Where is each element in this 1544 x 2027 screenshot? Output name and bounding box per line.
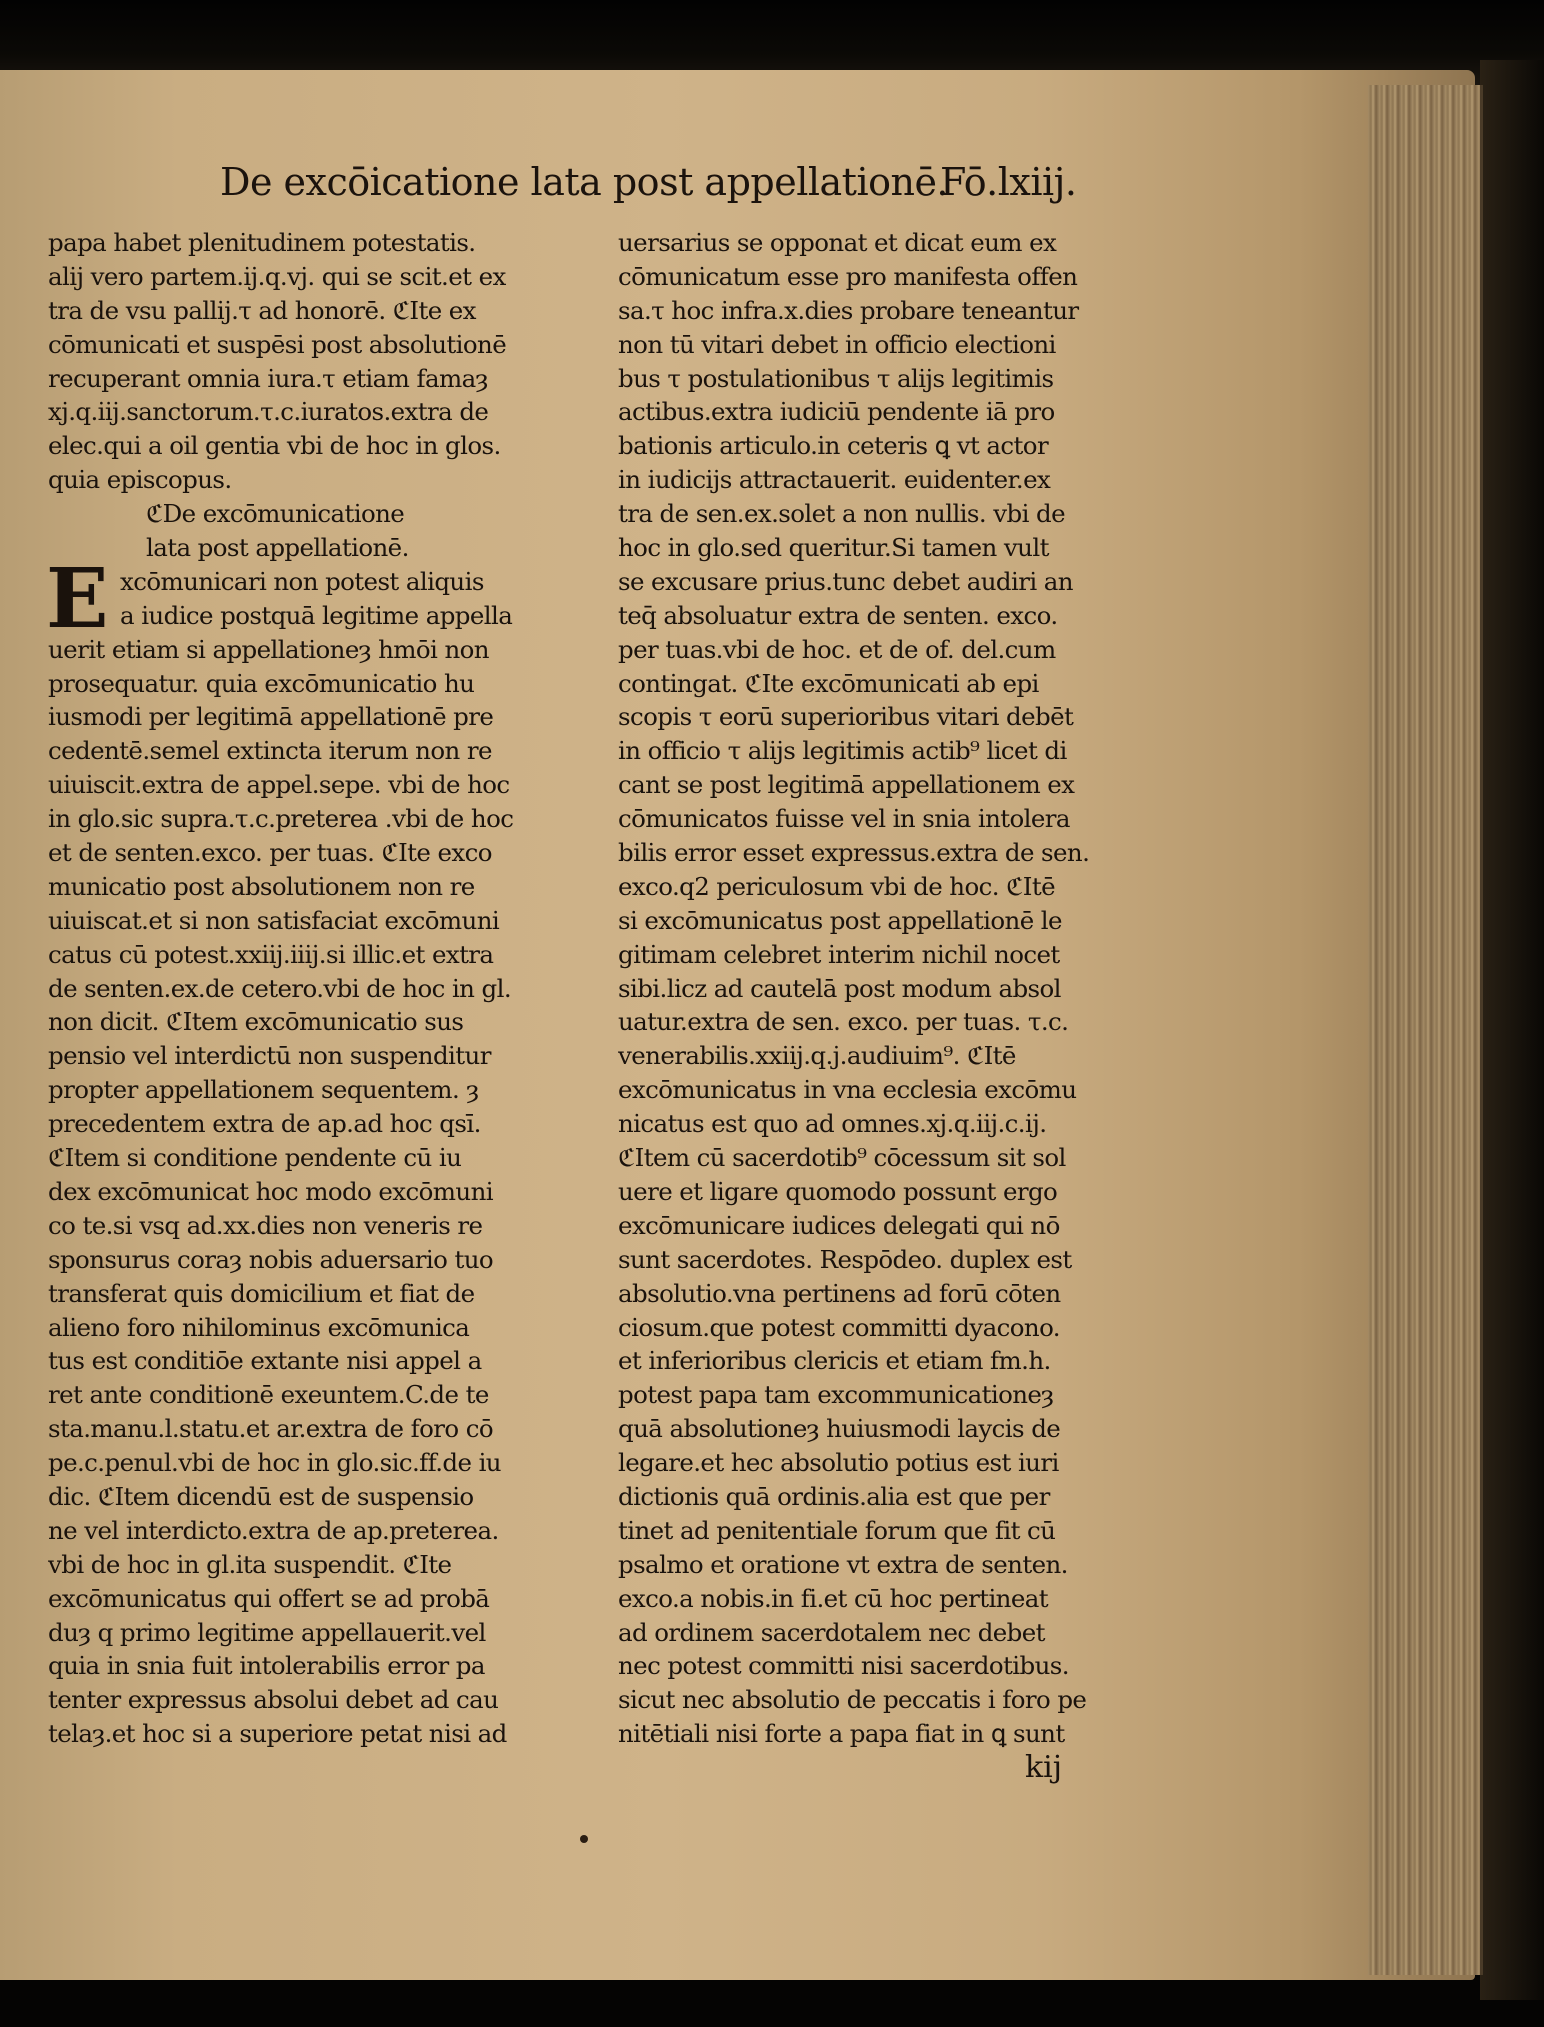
- text-line: excōmunicare iudices delegati qui nō: [618, 1210, 1060, 1240]
- section-rubric: ℭDe excōmunicatione: [146, 499, 405, 529]
- text-line: excōmunicatus in vna ecclesia excōmu: [618, 1075, 1077, 1105]
- text-line: uiuiscat.et si non satisfaciat excōmuni: [48, 905, 500, 935]
- text-line: pensio vel interdictū non suspenditur: [48, 1041, 491, 1071]
- text-line: cōmunicati et suspēsi post absolutionē: [48, 329, 507, 359]
- text-line: ℭItem si conditione pendente cū iu: [48, 1143, 462, 1173]
- text-line: co te.si vsq ad.xx.dies non veneris re: [48, 1210, 483, 1240]
- text-line: tra de vsu pallij.τ ad honorē. ℭIte ex: [48, 295, 476, 325]
- text-line: in officio τ alijs legitimis actib⁹ licet di: [618, 736, 1067, 766]
- text-line: nicatus est quo ad omnes.xj.q.iij.c.ij.: [618, 1109, 1047, 1139]
- text-line: bilis error esset expressus.extra de sen.: [618, 838, 1090, 868]
- right-column: [618, 226, 1166, 1751]
- text-line: catus cū potest.xxiij.iiij.si illic.et extra: [48, 939, 494, 969]
- text-line: transferat quis domicilium et fiat de: [48, 1278, 475, 1308]
- text-line: scopis τ eorū superioribus vitari debēt: [618, 702, 1074, 732]
- text-line: contingat. ℭIte excōmunicati ab epi: [618, 668, 1039, 698]
- text-line: precedentem extra de ap.ad hoc qsī.: [48, 1109, 481, 1139]
- left-column: [48, 226, 596, 1751]
- text-line: bationis articulo.in ceteris ꝗ vt actor: [618, 431, 1049, 461]
- text-line: de senten.ex.de cetero.vbi de hoc in gl.: [48, 973, 512, 1003]
- text-line: dic. ℭItem dicendū est de suspensio: [48, 1481, 474, 1511]
- text-line: quia episcopus.: [48, 465, 232, 495]
- text-line: cōmunicatum esse pro manifesta offen: [618, 261, 1078, 291]
- text-line: nec potest committi nisi sacerdotibus.: [618, 1651, 1069, 1681]
- text-line: xj.q.iij.sanctorum.τ.c.iuratos.extra de: [48, 397, 489, 427]
- text-line: uerit etiam si appellationeȝ hmōi non: [48, 634, 489, 664]
- text-line: teq̄ absoluatur extra de senten. exco.: [618, 600, 1058, 630]
- text-line: vbi de hoc in gl.ita suspendit. ℭIte: [48, 1549, 452, 1579]
- text-line: recuperant omnia iura.τ etiam famaȝ: [48, 363, 488, 393]
- text-line: uersarius se opponat et dicat eum ex: [618, 228, 1057, 257]
- text-line: absolutio.vna pertinens ad forū cōten: [618, 1278, 1061, 1308]
- text-line: tinet ad penitentiale forum que fit cū: [618, 1515, 1056, 1545]
- signature-mark: kij: [1025, 1750, 1063, 1785]
- text-line: et de senten.exco. per tuas. ℭIte exco: [48, 838, 492, 868]
- text-line: quā absolutioneȝ huiusmodi laycis de: [618, 1414, 1061, 1444]
- text-line: telaȝ.et hoc si a superiore petat nisi ad: [48, 1719, 507, 1749]
- text-line: venerabilis.xxiij.q.j.audiuim⁹. ℭItē: [618, 1041, 1016, 1071]
- text-line: gitimam celebret interim nichil nocet: [618, 939, 1060, 969]
- text-line: tus est conditiōe extante nisi appel a: [48, 1346, 482, 1376]
- running-head-title: De excōicatione lata post appellationē.: [220, 160, 949, 204]
- text-line: uere et ligare quomodo possunt ergo: [618, 1176, 1058, 1206]
- text-line: ℭItem cū sacerdotib⁹ cōcessum sit sol: [618, 1143, 1066, 1173]
- text-line: prosequatur. quia excōmunicatio hu: [48, 668, 475, 698]
- text-line: cōmunicatos fuisse vel in snia intolera: [618, 804, 1070, 834]
- text-line: sa.τ hoc infra.x.dies probare teneantur: [618, 295, 1079, 325]
- text-line: sunt sacerdotes. Respōdeo. duplex est: [618, 1244, 1072, 1274]
- text-line: cant se post legitimā appellationem ex: [618, 770, 1075, 800]
- text-line: actibus.extra iudiciū pendente iā pro: [618, 397, 1055, 427]
- text-line: municatio post absolutionem non re: [48, 871, 475, 901]
- text-line: dex excōmunicat hoc modo excōmuni: [48, 1176, 494, 1206]
- text-line: ne vel interdicto.extra de ap.preterea.: [48, 1515, 499, 1545]
- text-line: excōmunicatus qui offert se ad probā: [48, 1583, 490, 1613]
- text-line: nitētiali nisi forte a papa fiat in ꝗ sunt: [618, 1719, 1065, 1749]
- text-line: hoc in glo.sed queritur.Si tamen vult: [618, 533, 1049, 563]
- text-line: exco.q2 periculosum vbi de hoc. ℭItē: [618, 871, 1055, 901]
- text-line: psalmo et oratione vt extra de senten.: [618, 1549, 1068, 1579]
- text-line: ciosum.que potest committi dyacono.: [618, 1312, 1060, 1342]
- text-line: xcōmunicari non potest aliquis: [120, 566, 484, 596]
- text-line: ad ordinem sacerdotalem nec debet: [618, 1617, 1045, 1647]
- folio-number: Fō.lxiij.: [940, 160, 1077, 204]
- running-head: [220, 160, 1260, 204]
- drop-capital: E: [46, 551, 109, 647]
- text-line: alij vero partem.ij.q.vj. qui se scit.et ex: [48, 261, 506, 291]
- text-line: quia in snia fuit intolerabilis error pa: [48, 1651, 485, 1681]
- text-line: se excusare prius.tunc debet audiri an: [618, 566, 1073, 596]
- text-line: non tū vitari debet in officio electioni: [618, 329, 1056, 359]
- text-line: tenter expressus absolui debet ad cau: [48, 1685, 499, 1715]
- text-line: alieno foro nihilominus excōmunica: [48, 1312, 470, 1342]
- text-line: cedentē.semel extincta iterum non re: [48, 736, 492, 766]
- text-line: in iudicijs attractauerit. euidenter.ex: [618, 465, 1051, 495]
- text-line: dictionis quā ordinis.alia est que per: [618, 1481, 1050, 1511]
- section-rubric: lata post appellationē.: [146, 533, 409, 563]
- text-line: non dicit. ℭItem excōmunicatio sus: [48, 1007, 464, 1037]
- text-line: potest papa tam excommunicationeȝ: [618, 1380, 1054, 1410]
- text-line: in glo.sic supra.τ.c.preterea .vbi de hoc: [48, 804, 514, 834]
- text-line: per tuas.vbi de hoc. et de of. del.cum: [618, 634, 1056, 664]
- text-line: sicut nec absolutio de peccatis i foro pe: [618, 1685, 1087, 1715]
- text-line: sponsurus coraȝ nobis aduersario tuo: [48, 1244, 494, 1274]
- text-line: uatur.extra de sen. exco. per tuas. τ.c.: [618, 1007, 1069, 1037]
- text-line: et inferioribus clericis et etiam fm.h.: [618, 1346, 1051, 1376]
- ink-smudge: [580, 1835, 588, 1843]
- text-line: bus τ postulationibus τ alijs legitimis: [618, 363, 1054, 393]
- text-line: sibi.licz ad cautelā post modum absol: [618, 973, 1061, 1003]
- text-line: si excōmunicatus post appellationē le: [618, 905, 1062, 935]
- text-line: uiuiscit.extra de appel.sepe. vbi de hoc: [48, 770, 510, 800]
- text-line: elec.qui a oil gentia vbi de hoc in glos.: [48, 431, 501, 461]
- page-fore-edge: [1368, 85, 1483, 1975]
- text-line: sta.manu.l.statu.et ar.extra de foro cō: [48, 1414, 493, 1444]
- text-line: papa habet plenitudinem potestatis.: [48, 228, 476, 257]
- text-line: a iudice postquā legitime appella: [120, 600, 513, 630]
- book-edge-shadow: [1480, 60, 1544, 2000]
- text-line: tra de sen.ex.solet a non nullis. vbi de: [618, 499, 1065, 529]
- text-line: pe.c.penul.vbi de hoc in glo.sic.ff.de iu: [48, 1448, 501, 1478]
- text-line: duȝ q primo legitime appellauerit.vel: [48, 1617, 486, 1647]
- text-line: propter appellationem sequentem. ȝ: [48, 1075, 479, 1105]
- text-line: iusmodi per legitimā appellationē pre: [48, 702, 494, 732]
- text-line: ret ante conditionē exeuntem.C.de te: [48, 1380, 489, 1410]
- text-line: exco.a nobis.in fi.et cū hoc pertineat: [618, 1583, 1049, 1613]
- text-line: legare.et hec absolutio potius est iuri: [618, 1448, 1059, 1478]
